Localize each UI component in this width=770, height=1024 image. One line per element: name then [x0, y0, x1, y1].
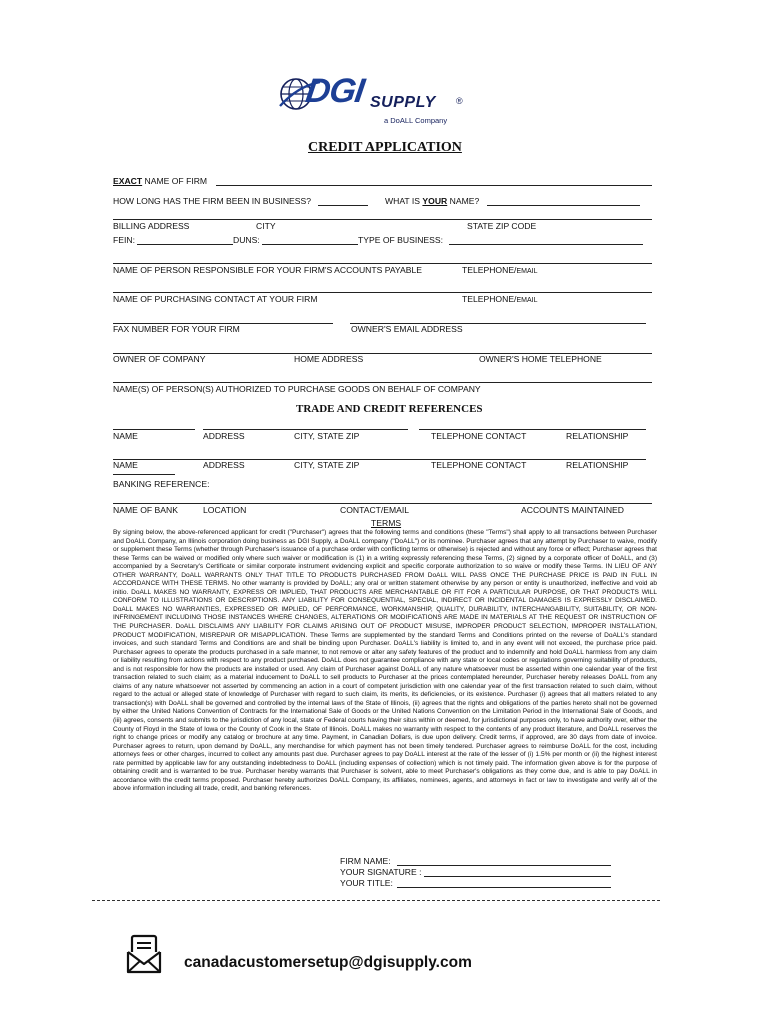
firm-name-sig-label: FIRM NAME:	[340, 856, 391, 866]
ref2-name-underline	[113, 474, 175, 475]
owners-email-label: OWNER'S EMAIL ADDRESS	[351, 324, 463, 334]
terms-title: TERMS	[371, 518, 402, 528]
duns-label: DUNS:	[233, 235, 260, 245]
owners-home-telephone-label: OWNER'S HOME TELEPHONE	[479, 354, 602, 364]
ref2-city-label: CITY, STATE ZIP	[294, 460, 360, 470]
banking-reference-label: BANKING REFERENCE:	[113, 479, 210, 489]
fein-label: FEIN:	[113, 235, 135, 245]
ref1-telephone-label: TELEPHONE CONTACT	[431, 431, 527, 441]
your-signature-label: YOUR SIGNATURE :	[340, 867, 422, 877]
type-of-business-label: TYPE OF BUSINESS:	[358, 235, 444, 245]
envelope-document-icon	[126, 934, 162, 974]
telephone-email-label-2	[462, 294, 537, 306]
bank-name-label: NAME OF BANK	[113, 505, 178, 515]
your-title-label: YOUR TITLE:	[340, 878, 393, 888]
references-heading: TRADE AND CREDIT REFERENCES	[296, 403, 483, 415]
city-label: CITY	[256, 221, 276, 231]
how-long-label: HOW LONG HAS THE FIRM BEEN IN BUSINESS?	[113, 196, 312, 206]
authorized-persons-label: NAME(S) OF PERSON(S) AUTHORIZED TO PURCHASE GOODS ON BEHALF OF COMPANY	[113, 384, 481, 394]
company-logo	[278, 70, 478, 134]
type-of-business-line[interactable]	[449, 244, 643, 245]
ref1-telephone-line[interactable]	[419, 429, 646, 430]
bank-line[interactable]	[113, 503, 652, 504]
bank-location-label: LOCATION	[203, 505, 247, 515]
firm-name-sig-line[interactable]	[397, 865, 611, 866]
ref1-name-label: NAME	[113, 431, 138, 441]
accounts-payable-line[interactable]	[113, 263, 652, 264]
owner-of-company-label: OWNER OF COMPANY	[113, 354, 206, 364]
terms-body: By signing below, the above-referenced applicant for credit ("Purchaser") agrees that the following terms and conditions (these "Terms") shall apply to all transactions between Purchaser and DoALL Company, an Illinois corporation doing business as DGI Supply, a DoALL company ("DoALL") or its nominee. Purchaser agrees that any attempt by Purchaser to waive, modify or supplement these Terms (whether through Purchaser's issuance of a purchase order with conflicting terms or otherwise) is rejected and without any force or effect; Purchaser agrees that these Terms can be waived or modified only where such waiver or modification is (1) in a writing expressly referencing these Terms, (2) signed by a corporate officer of DoALL, and (3) accompanied by a Secretary's Certificate or similar corporate instrument evidencing explicit and specific corporate authorization to so waive or modify these Terms. IN LIEU OF ANY OTHER WARRANTY, DoALL WARRANTS ONLY THAT TITLE TO PRODUCTS PURCHASED FROM DoALL WILL PASS ONCE THE PURCHASE PRICE IS PAID IN FULL IN ACCORDANCE WITH THESE TERMS. No other warranty is provided by DoALL; any oral or written statement otherwise by any person or entity is unauthorized, ineffective and void ab initio. DoALL MAKES NO WARRANTY, EXPRESS OR IMPLIED, THAT PRODUCTS ARE MERCHANTABLE OR FIT FOR A PARTICULAR PURPOSE, OR THAT PRODUCTS WILL CONFORM TO ILLUSTRATIONS OR DESCRIPTIONS. ANY LIABILITY FOR CONSEQUENTIAL, SPECIAL, INDIRECT OR INCIDENTAL DAMAGES IS EXPRESSLY DISCLAIMED. DoALL MAKES NO WARRANTIES, EXPRESSED OR IMPLIED, OF PERFORMANCE, WORKMANSHIP, QUALITY, DURABILITY, INTERCHANGABILITY, SUITABILITY, OR NON-INFRINGEMENT INCLUDING THOSE INSTANCES WHERE CHANGES, ALTERATIONS OR MODIFICATIONS ARE MADE IN MATERIALS AT THE REQUEST OR INSTRUCTION OF THE PURCHASER. DoALL DISCLAIMS ANY LIABILITY FOR CLAIMS ARISING OUT OF PRODUCT MISUSE, IMPROPER PRODUCT SELECTION, IMPROPER INSTALLATION, PRODUCT MODIFICATION, MISREPAIR OR MISAPPLICATION. These Terms are supplemented by the standard Terms and Conditions printed on the reverse of DoALL's standard invoices, and such standard Terms and Conditions are and shall be binding upon Purchaser. DoALL's liability is limited to, and in any event will not exceed, the purchase price paid. Purchaser agrees to operate the products purchased in a safe manner, to not remove or alter any safety features of the product and to indemnify and hold DoALL harmless from any claim or liability resulting from actions with respect to any product purchased. DoALL does not guarantee compliance with any state or local codes or regulations governing suitability of products, and is not responsible for how the products are installed or used. Any claim of Purchaser against DoALL of any nature whatsoever must be asserted within one calendar year of the first transaction related to such claim; as a material inducement to DoALL to sell products to Purchaser at the prices contemplated hereunder, Purchaser hereby releases DoALL from any claims of any nature whatsoever not asserted by commencing an action in a court of competent jurisdiction with one calendar year of the first transaction related to such claim, without regard to the actual or alleged state of knowledge of Purchaser with regard to such claim, its merits, its deficiencies, or its existence. Purchaser (i) agrees that all matters related to any transaction(s) with DoALL shall be governed and controlled by the internal laws of the State of Illinois, (ii) agrees that the rights and obligations of the parties hereto shall not be governed by either the United Nations Convention of Contracts for the International Sale of Goods or the United Nations Convention on the Limitation Period in the International Sale of Goods, and (iii) agrees, consents and submits to the jurisdiction of any local, state or Federal courts having their situs within or deemed, for jurisdictional purposes only, to have authority over, either the County of Floyd in the State of Iowa or the County of Cook in the State of Illinois. DoALL makes no warranty with respect to the contents of any product literature, and DoALL reserves the right to change prices or modify any catalog or brochure at any time. Payment, in Canadian Dollars, is due upon delivery. Credit terms, if approved, are 30 days from date of invoice. Purchaser agrees to return, upon demand by DoALL, any merchandise for which payment has not been timely tendered. Purchaser agrees to reimburse DoALL for the cost, including attorneys fees or other charges, incurred to collect any amounts past due. Purchaser agrees to pay DoALL interest at the rate of the lesser of (i) 1.5% per month or (ii) the highest interest rate permitted by applicable law for any outstanding indebtedness to DoALL (including expenses of collection) which is not timely paid. The information given above is for the purpose of obtaining credit and is warranted to be true. Purchaser hereby warrants that Purchaser is solvent, able to meet Purchaser's obligations as they come due, and is able to pay DoALL in accordance with the credit terms proposed. Purchaser hereby authorizes DoALL Company, its affiliates, nominees, agents, and attorneys in fact or law to investigate and verify all of the above information including all trade, credit, and banking references.	[113, 529, 657, 793]
logo-registered-mark: ®	[456, 96, 463, 106]
authorized-persons-line[interactable]	[113, 382, 652, 383]
your-label: YOUR	[422, 196, 448, 206]
purchasing-contact-label: NAME OF PURCHASING CONTACT AT YOUR FIRM	[113, 294, 318, 304]
ref2-address-label: ADDRESS	[203, 460, 245, 470]
email-label: EMAIL	[516, 268, 538, 275]
logo-dgi: DGI	[303, 72, 367, 110]
telephone-label: TELEPHONE/	[462, 265, 517, 275]
name-of-firm-label: NAME OF FIRM	[144, 176, 208, 186]
exact-name-label	[113, 176, 207, 187]
billing-address-label: BILLING ADDRESS	[113, 221, 190, 231]
billing-address-line[interactable]	[113, 219, 652, 220]
firm-name-line[interactable]	[216, 185, 652, 186]
ref1-relationship-label: RELATIONSHIP	[566, 431, 629, 441]
page-title: CREDIT APPLICATION	[308, 140, 462, 155]
ref2-name-label: NAME	[113, 460, 138, 470]
telephone-email-label-1	[462, 265, 537, 277]
ref1-address-line[interactable]	[203, 429, 408, 430]
purchasing-contact-line[interactable]	[113, 292, 652, 293]
your-title-line[interactable]	[397, 887, 611, 888]
page-divider	[92, 900, 660, 901]
name-q-label: NAME?	[449, 196, 480, 206]
what-is-label: WHAT IS	[385, 196, 421, 206]
ref1-city-label: CITY, STATE ZIP	[294, 431, 360, 441]
ref1-address-label: ADDRESS	[203, 431, 245, 441]
exact-label: EXACT	[113, 176, 143, 186]
email-label: EMAIL	[516, 297, 538, 304]
fein-line[interactable]	[137, 244, 233, 245]
logo-tagline: a DoALL Company	[384, 116, 448, 125]
ref1-name-line[interactable]	[113, 429, 195, 430]
ref2-telephone-label: TELEPHONE CONTACT	[431, 460, 527, 470]
ref2-relationship-label: RELATIONSHIP	[566, 460, 629, 470]
state-zip-label: STATE ZIP CODE	[467, 221, 537, 231]
bank-accounts-label: ACCOUNTS MAINTAINED	[521, 505, 624, 515]
duns-line[interactable]	[262, 244, 358, 245]
person-responsible-label: NAME OF PERSON RESPONSIBLE FOR YOUR FIRM'S ACCOUNTS PAYABLE	[113, 265, 423, 275]
your-signature-line[interactable]	[424, 876, 611, 877]
logo-supply: SUPPLY	[370, 94, 436, 111]
bank-contact-label: CONTACT/EMAIL	[340, 505, 410, 515]
how-long-line[interactable]	[318, 205, 368, 206]
your-name-line[interactable]	[487, 205, 640, 206]
telephone-label: TELEPHONE/	[462, 294, 517, 304]
fax-number-label: FAX NUMBER FOR YOUR FIRM	[113, 324, 240, 334]
home-address-label: HOME ADDRESS	[294, 354, 364, 364]
your-name-label	[385, 196, 479, 207]
contact-email-link[interactable]: canadacustomersetup@dgisupply.com	[184, 954, 472, 971]
